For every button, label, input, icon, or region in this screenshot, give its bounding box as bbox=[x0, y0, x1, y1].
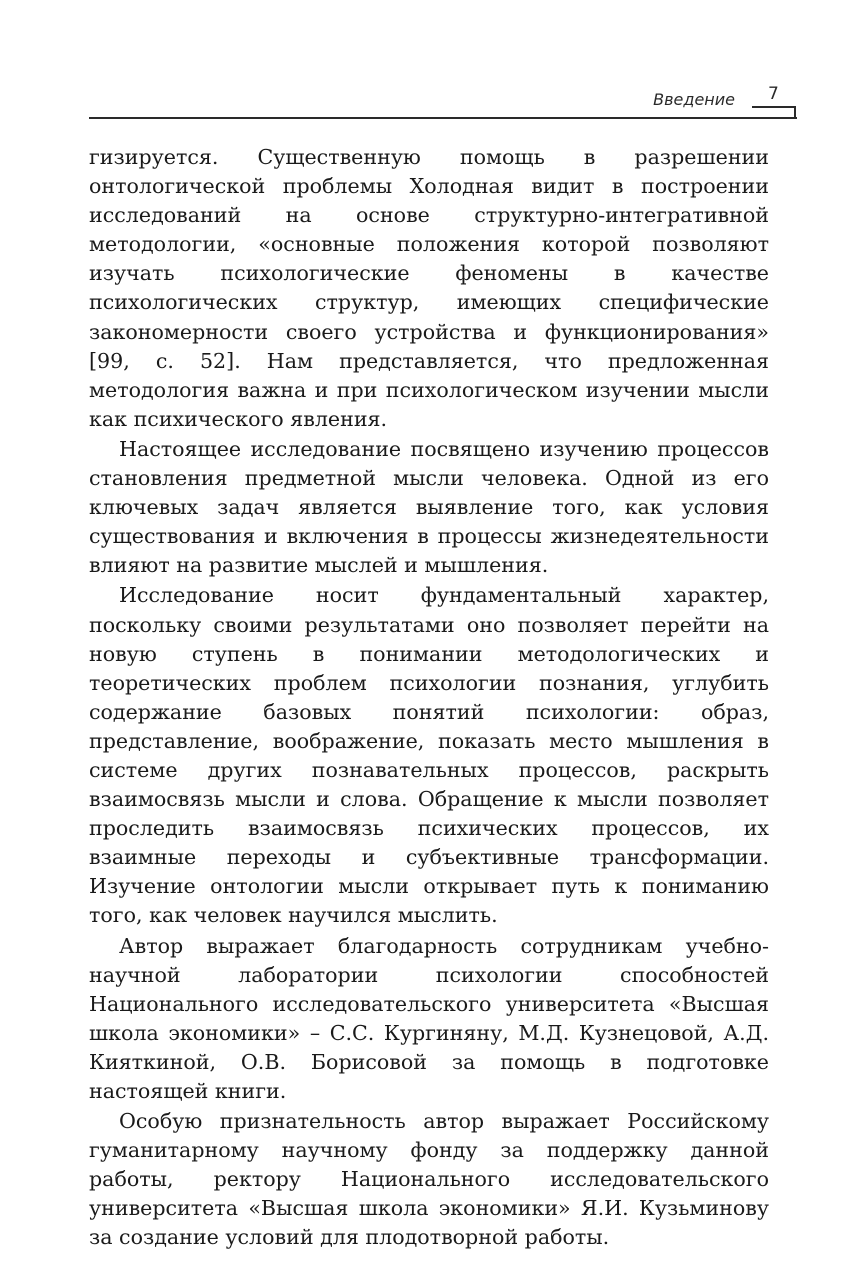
header-rule bbox=[89, 117, 797, 119]
page-number-frame bbox=[752, 106, 796, 117]
section-title: Введение bbox=[653, 90, 735, 109]
paragraph-4: Автор выражает благодарность сотрудникам учебно-научной лаборатории психологии способностей Национального исследовательского университета «Высшая школа экономики» – С.С. Кургиняну, М.Д. Кузнецовой, А.Д. Кияткиной, О.В. Борисовой за помощь в подготовке настоящей книги. bbox=[89, 933, 769, 1103]
page-number: 7 bbox=[768, 84, 779, 104]
paragraph-1: гизируется. Существенную помощь в разрешении онтологической проблемы Холодная видит в построении исследований на основе структурно-интегративной методологии, «основные положения которой позволяют изучать психологические феномены в качестве психологических структур, имеющих специфические закономерности своего устройства и функционирования» [99, с. 52]. Нам представляется, что предложенная методология важна и при психологическом изучении мысли как психического явления. bbox=[89, 145, 769, 431]
paragraph-5: Особую признательность автор выражает Российскому гуманитарному научному фонду за поддержку данной работы, ректору Национального исследовательского университета «Высшая школа экономики» Я.И. Кузьминову за создание условий для плодотворной работы. bbox=[89, 1109, 769, 1250]
running-header bbox=[0, 0, 857, 130]
body-text bbox=[89, 143, 769, 1253]
paragraph-3: Исследование носит фундаментальный характер, поскольку своими результатами оно позволяет перейти на новую ступень в понимании методологических и теоретических проблем психологии познания, углубить содержание базовых понятий психологии: образ, представление, воображение, показать место мышления в системе других познавательных процессов, раскрыть взаимосвязь мысли и слова. Обращение к мысли позволяет проследить взаимосвязь психических процессов, их взаимные переходы и субъективные трансформации. Изучение онтологии мысли открывает путь к пониманию того, как человек научился мыслить. bbox=[89, 583, 769, 928]
paragraph-2: Настоящее исследование посвящено изучению процессов становления предметной мысли человека. Одной из его ключевых задач является выявление того, как условия существования и включения в процессы жизнедеятельности влияют на развитие мыслей и мышления. bbox=[89, 436, 769, 578]
